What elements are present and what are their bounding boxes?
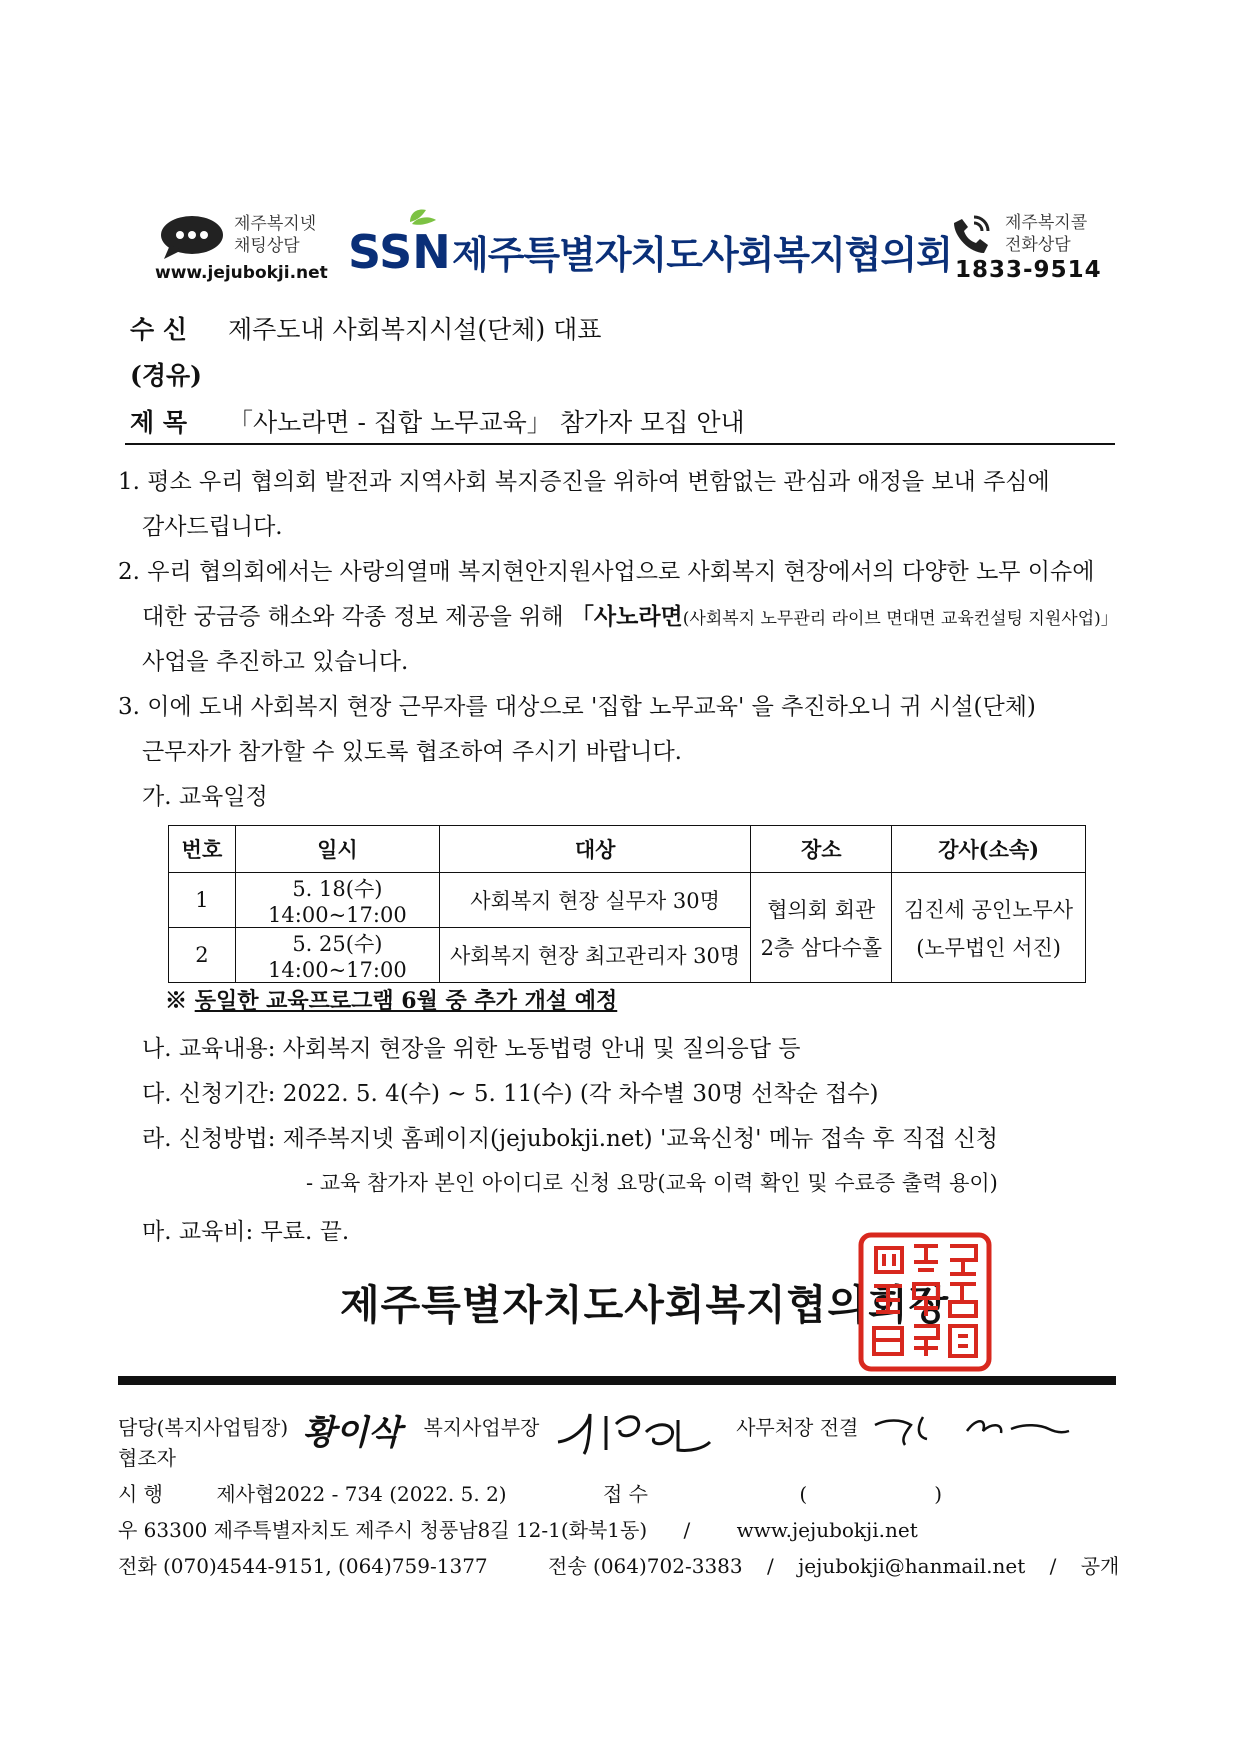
disclosure: 공개 (1080, 1554, 1120, 1578)
cooperator-label: 협조자 (118, 1446, 176, 1470)
cell-no: 1 (169, 873, 236, 928)
program-fullname: (사회복지 노무관리 라이브 면대면 교육컨설팅 지원사업)」 (682, 609, 1118, 629)
doc-label: 시 행 (118, 1482, 163, 1506)
additional-session-note (165, 984, 617, 1015)
cell-place: 협의회 회관 2층 삼다수홀 (751, 873, 892, 983)
chat-consult-label: 제주복지넷 채팅상담 (234, 214, 317, 256)
phone-number: 1833-9514 (955, 257, 1102, 283)
para-3-line-1: 3. 이에 도내 사회복지 현장 근무자를 대상으로 '집합 노무교육' 을 추진하오니 귀 시설(단체) (118, 694, 1036, 720)
col-header-datetime: 일시 (235, 826, 439, 873)
recipient-key: 수 신 (130, 315, 188, 344)
col-header-target: 대상 (439, 826, 751, 873)
tel: 전화 (070)4544-9151, (064)759-1377 (118, 1554, 488, 1578)
recv-value: ( ) (799, 1482, 943, 1506)
contact-row (118, 1550, 1119, 1579)
recipient-value: 제주도내 사회복지시설(단체) 대표 (227, 315, 602, 344)
subject-key: 제 목 (130, 408, 188, 437)
phone-icon (950, 213, 992, 255)
cell-no: 2 (169, 928, 236, 983)
website-link[interactable]: www.jejubokji.net (736, 1518, 918, 1542)
item-b-content: 나. 교육내용: 사회복지 현장을 위한 노동법령 안내 및 질의응답 등 (142, 1036, 801, 1062)
fax: 전송 (064)702-3383 (548, 1554, 743, 1578)
para-2-text: 대한 궁금증 해소와 각종 정보 제공을 위해 (142, 604, 564, 630)
subject-row (130, 403, 745, 439)
cell-datetime: 5. 18(수) 14:00~17:00 (235, 873, 439, 928)
doc-number: 제사협2022 - 734 (2022. 5. 2) (216, 1482, 507, 1506)
col-header-no: 번호 (169, 826, 236, 873)
separator: / (683, 1518, 691, 1542)
org-title: 제주특별자치도사회복지협의회 (452, 233, 952, 277)
col-header-lecturer: 강사(소속) (892, 826, 1086, 873)
para-2-line-2 (142, 598, 1118, 631)
note-mark: ※ (165, 988, 188, 1014)
doc-number-row (118, 1478, 942, 1507)
table-header-row (169, 826, 1086, 873)
item-a-schedule: 가. 교육일정 (142, 784, 268, 810)
note-text: 동일한 교육프로그램 6월 중 추가 개설 예정 (194, 988, 618, 1014)
cell-target: 사회복지 현장 실무자 30명 (439, 873, 751, 928)
chief-signature: 제주특별자치도사회복지협의회장 (340, 1281, 950, 1329)
para-3-line-2: 근무자가 참가할 수 있도록 협조하여 주시기 바랍니다. (142, 739, 682, 765)
item-e-fee: 마. 교육비: 무료. 끝. (142, 1219, 350, 1245)
recipient-row (130, 310, 601, 346)
ssn-logo-text: SSN (348, 225, 451, 270)
para-2-line-1: 2. 우리 협의회에서는 사랑의열매 복지현안지원사업으로 사회복지 현장에서의 다양한 노무 이슈에 (118, 559, 1095, 585)
separator: / (766, 1554, 774, 1578)
para-1-line-1: 1. 평소 우리 협의회 발전과 지역사회 복지증진을 위하여 변함없는 관심과 애정을 보내 주심에 (118, 469, 1050, 495)
item-d-sub: - 교육 참가자 본인 아이디로 신청 요망(교육 이력 확인 및 수료증 출력 용이) (306, 1171, 998, 1195)
approval-row (118, 1402, 1071, 1456)
staff-label: 담당(복지사업팀장) (118, 1415, 289, 1440)
footer-divider (118, 1376, 1116, 1385)
via-row (130, 356, 220, 392)
schedule-table (168, 825, 1086, 983)
cell-target: 사회복지 현장 최고관리자 30명 (439, 928, 751, 983)
dept-signature-icon (554, 1402, 714, 1456)
subject-value: 「사노라면 - 집합 노무교육」 참가자 모집 안내 (227, 408, 745, 437)
cell-lecturer: 김진세 공인노무사 (노무법인 서진) (892, 873, 1086, 983)
dept-label: 복지사업부장 (423, 1415, 540, 1440)
ssn-logo (348, 208, 452, 270)
staff-signature: 황이삭 (302, 1412, 402, 1453)
para-2-line-3: 사업을 추진하고 있습니다. (142, 649, 409, 675)
cell-datetime: 5. 25(수) 14:00~17:00 (235, 928, 439, 983)
item-c-period: 다. 신청기간: 2022. 5. 4(수) ~ 5. 11(수) (각 차수별 30명 선착순 접수) (142, 1081, 879, 1107)
site-url[interactable]: www.jejubokji.net (155, 263, 328, 283)
chat-bubble-icon (160, 215, 224, 261)
separator: / (1049, 1554, 1057, 1578)
sec-label: 사무처장 전결 (736, 1415, 859, 1440)
address-row (118, 1514, 918, 1543)
table-row (169, 873, 1086, 928)
item-d-method: 라. 신청방법: 제주복지넷 홈페이지(jejubokji.net) '교육신청' 메뉴 접속 후 직접 신청 (142, 1126, 998, 1152)
phone-consult-label: 제주복지콜 전화상담 (1005, 213, 1088, 255)
email-link[interactable]: jejubokji@hanmail.net (798, 1554, 1026, 1578)
para-1-line-2: 감사드립니다. (142, 514, 283, 540)
recv-label: 접 수 (602, 1482, 648, 1506)
program-name: 「사노라면 (570, 603, 683, 630)
postal-address: 우 63300 제주특별자치도 제주시 청풍남8길 12-1(화북1동) (118, 1518, 648, 1542)
official-seal-icon (858, 1232, 992, 1372)
via-key: (경유) (130, 361, 202, 390)
secretary-signature-icon (871, 1409, 1071, 1449)
col-header-place: 장소 (751, 826, 892, 873)
header-divider (125, 443, 1115, 445)
